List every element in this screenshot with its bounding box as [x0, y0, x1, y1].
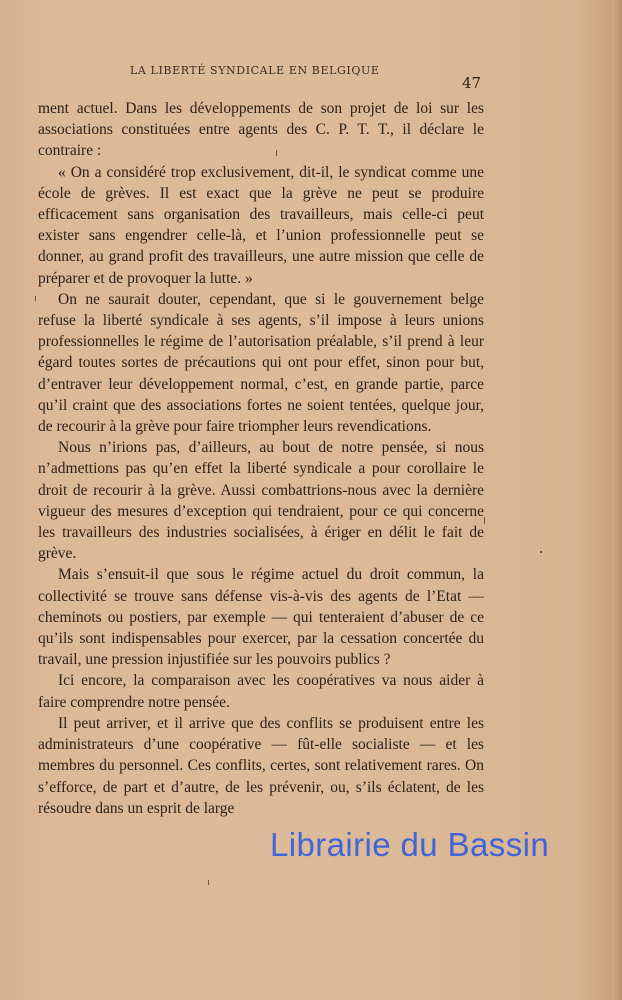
page-speck: [208, 880, 209, 885]
page-speck: [276, 150, 277, 156]
body-text: [38, 98, 484, 819]
watermark: Librairie du Bassin: [270, 826, 550, 863]
paragraph: Il peut arriver, et il arrive que des conflits se produisent entre les administrateurs d’une coopérative — fût-elle socialiste — et les membres du personnel. Ces conflits, certes, sont relativement rares. On s’efforce, de part et d’autre, de les prévenir, ou, s’ils éclatent, de les résoudre dans un esprit de large: [38, 714, 484, 817]
paragraph: Mais s’ensuit-il que sous le régime actuel du droit commun, la collectivité se trouve sans défense vis-à-vis des agents de l’Etat — cheminots ou postiers, par exemple — qui tenteraient d’abuser de ce qu’ils sont indispensables pour exercer, par la cessation concertée du travail, une pression injustifiée sur les pouvoirs publics ?: [38, 566, 484, 669]
page-speck: [540, 551, 542, 553]
page-speck: [35, 296, 36, 301]
paragraph: Ici encore, la comparaison avec les coopératives va nous aider à faire comprendre notre pensée.: [38, 672, 484, 711]
running-header: LA LIBERTÉ SYNDICALE EN BELGIQUE: [130, 64, 380, 77]
page-edge: [612, 0, 622, 1000]
paragraph: On ne saurait douter, cependant, que si le gouvernement belge refuse la liberté syndicale à ses agents, s’il impose à leurs unions professionnelles le régime de l’autorisation préalable, s’il prend à leur égard toutes sortes de précautions qui ont pour effet, sinon pour but, d’entraver leur développement normal, c’est, en grande partie, parce qu’il craint que des associations fortes ne soient tentées, quelque jour, de recourir à la grève pour faire triompher leurs revendications.: [38, 290, 484, 436]
paragraph: ment actuel. Dans les développements de son projet de loi sur les associations constituées entre agents des C. P. T. T., il déclare le contraire :: [38, 100, 484, 160]
page-number: 47: [462, 74, 482, 92]
page-speck: [484, 517, 485, 524]
paragraph: Nous n’irions pas, d’ailleurs, au bout de notre pensée, si nous n’admettions pas qu’en effet la liberté syndicale a pour corollaire le droit de recourir à la grève. Aussi combattrions-nous avec la dernière vigueur des mesures d’exception qui tendraient, pour ce qui concerne les travailleurs des industries socialisées, à ériger en délit le fait de grève.: [38, 439, 484, 563]
quotation-paragraph: « On a considéré trop exclusivement, dit-il, le syndicat comme une école de grèves. Il est exact que la grève ne peut se produire efficacement sans organisation des travailleurs, mais celle-ci peut exister sans engendrer celle-là, et l’union professionnelle peut se donner, au grand profit des travailleurs, une autre mission que celle de préparer et de provoquer la lutte. »: [38, 163, 484, 287]
